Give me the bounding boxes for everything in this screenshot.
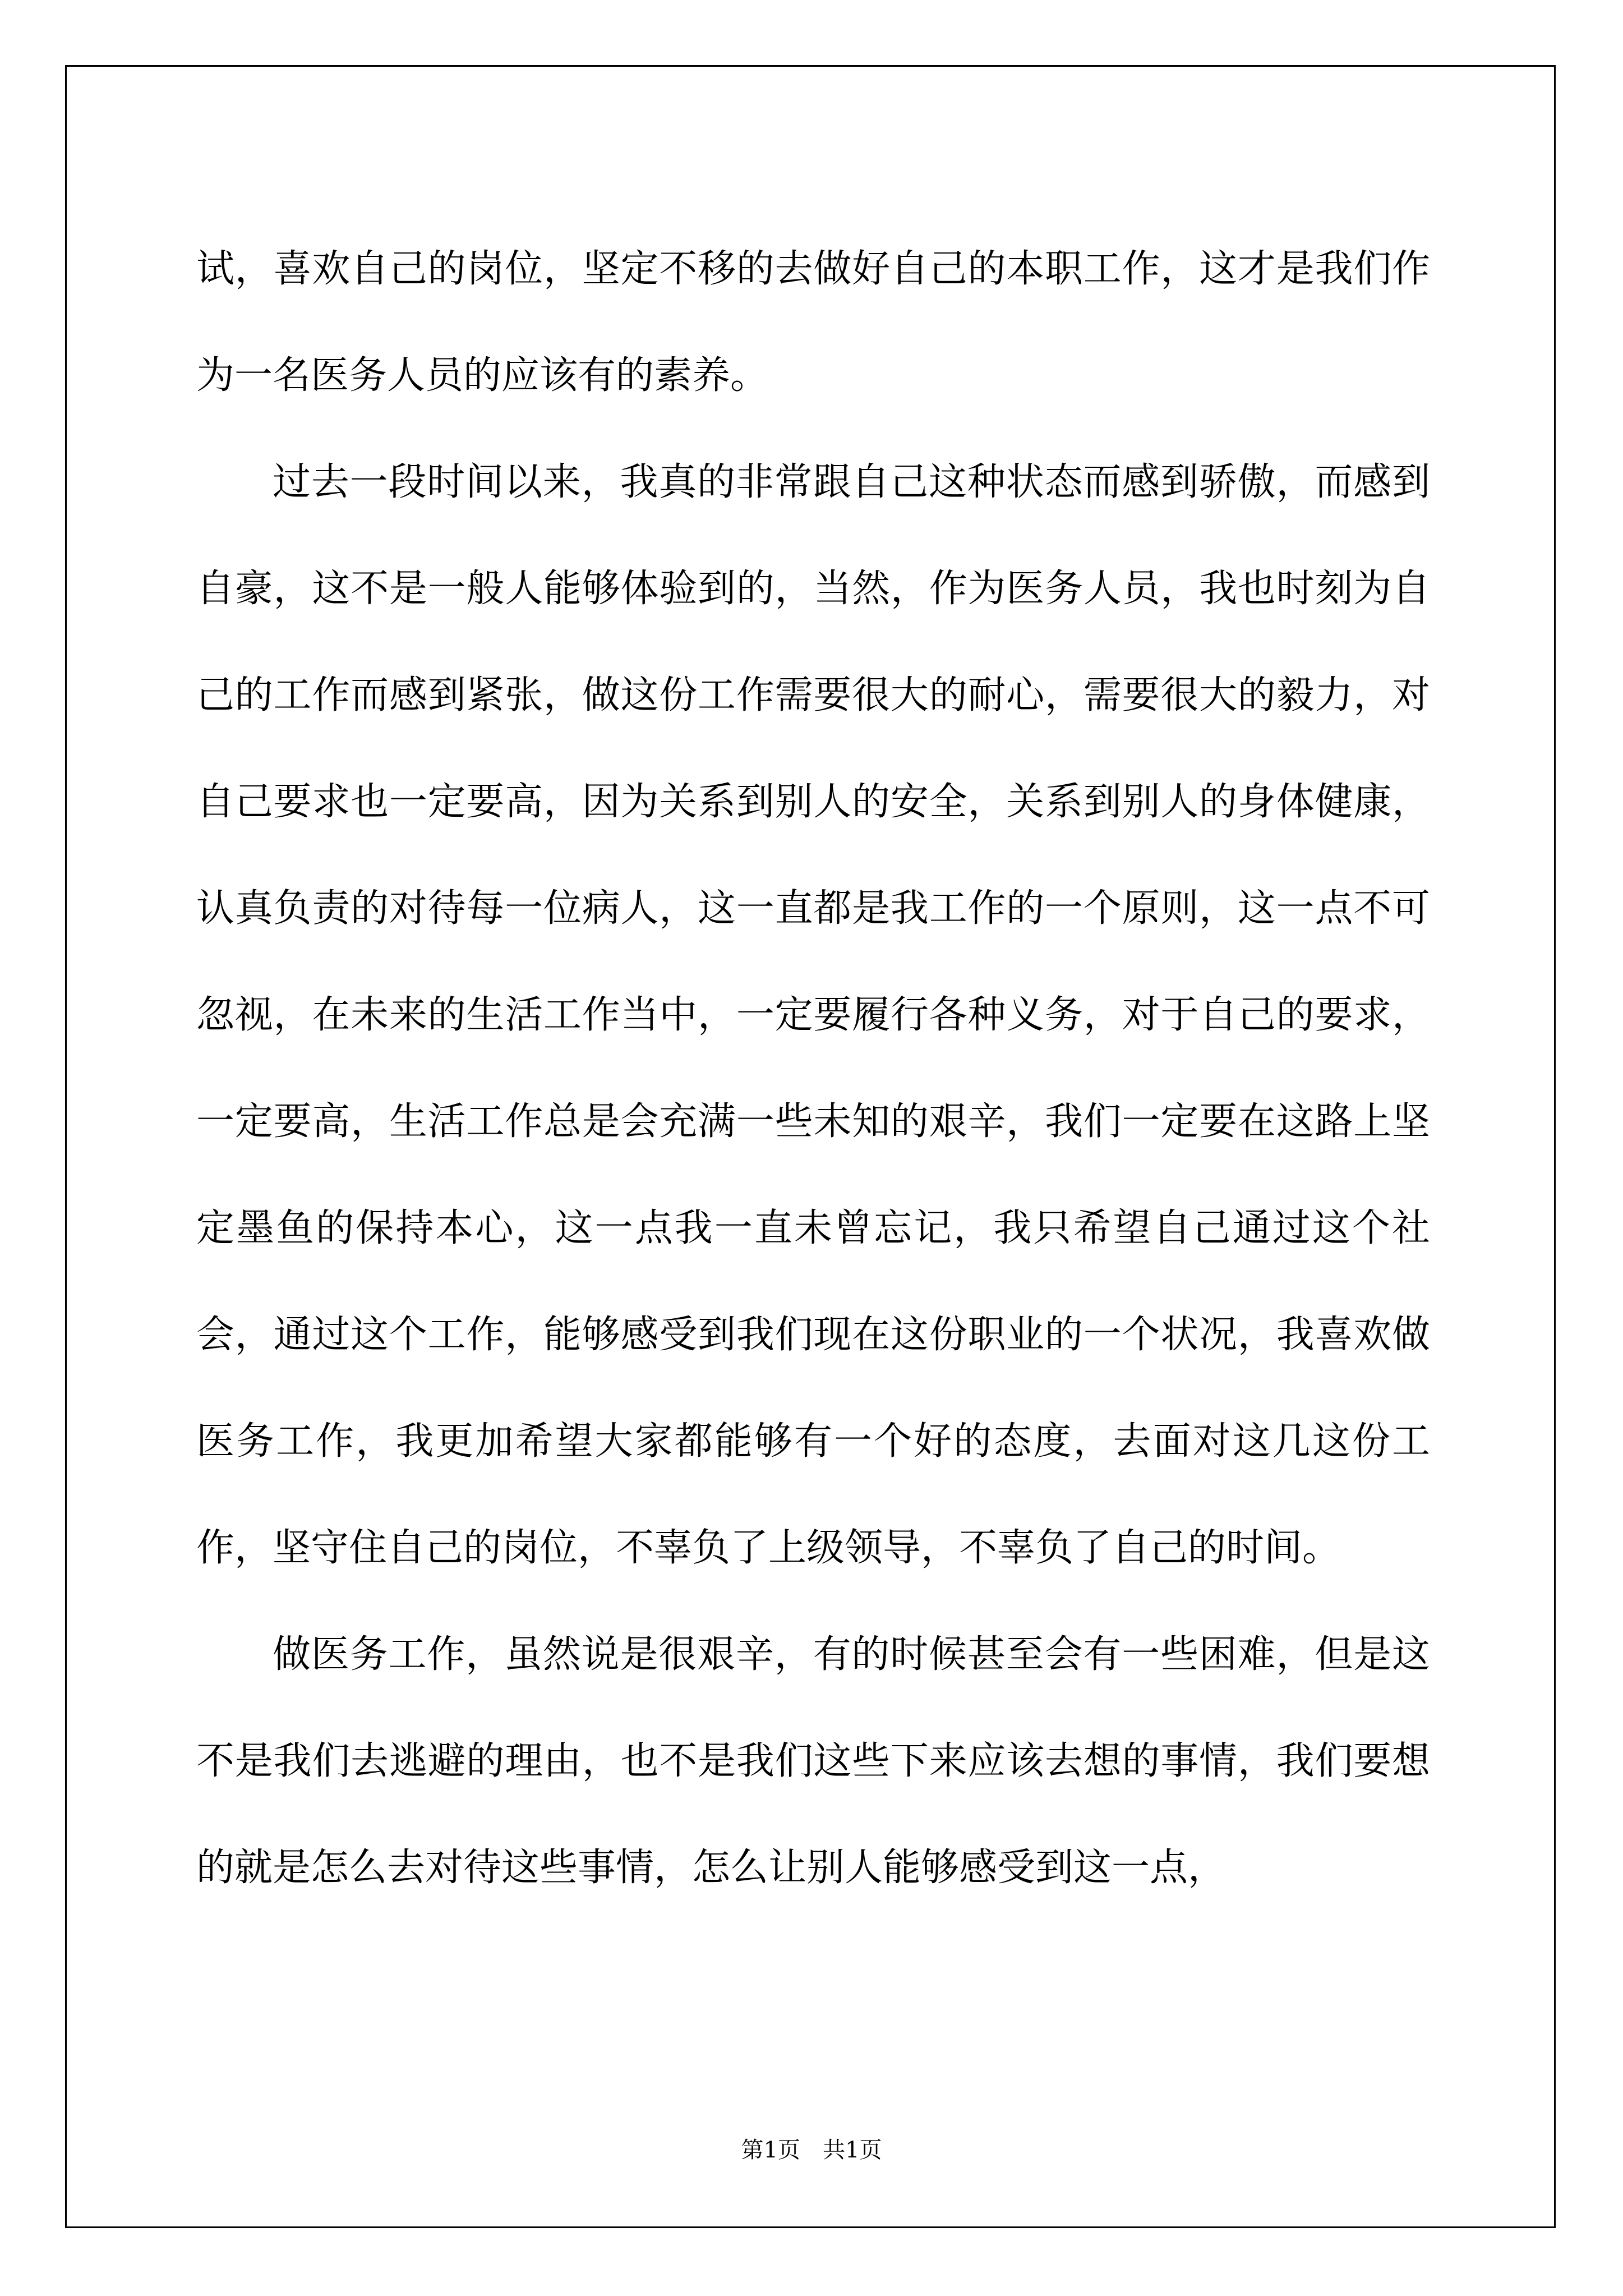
paragraph: 做医务工作，虽然说是很艰辛，有的时候甚至会有一些困难，但是这不是我们去逃避的理由，也不是我们这些下来应该去想的事情，我们要想的就是怎么去对待这些事情，怎么让别人能够感受到这一点， [196,1632,1430,1890]
paragraph: 过去一段时间以来，我真的非常跟自己这种状态而感到骄傲，而感到自豪，这不是一般人能够体验到的，当然，作为医务人员，我也时刻为自己的工作而感到紧张，做这份工作需要很大的耐心，需要很大的毅力，对自己要求也一定要高，因为关系到别人的安全，关系到别人的身体健康，认真负责的对待每一位病人，这一直都是我工作的一个原则，这一点不可忽视，在未来的生活工作当中，一定要履行各种义务，对于自己的要求，一定要高，生活工作总是会充满一些未知的艰辛，我们一定要在这路上坚定墨鱼的保持本心，这一点我一直未曾忘记，我只希望自己通过这个社会，通过这个工作，能够感受到我们现在这份职业的一个状况，我喜欢做医务工作，我更加希望大家都能够有一个好的态度，去面对这几这份工作，坚守住自己的岗位，不辜负了上级领导，不辜负了自己的时间。 [196,460,1430,1570]
paragraph-continuation: 试，喜欢自己的岗位，坚定不移的去做好自己的本职工作，这才是我们作为一名医务人员的应该有的素养。 [196,247,1430,398]
document-body [196,216,1430,1921]
page-number: 第1页 共1页 [741,2137,882,2163]
